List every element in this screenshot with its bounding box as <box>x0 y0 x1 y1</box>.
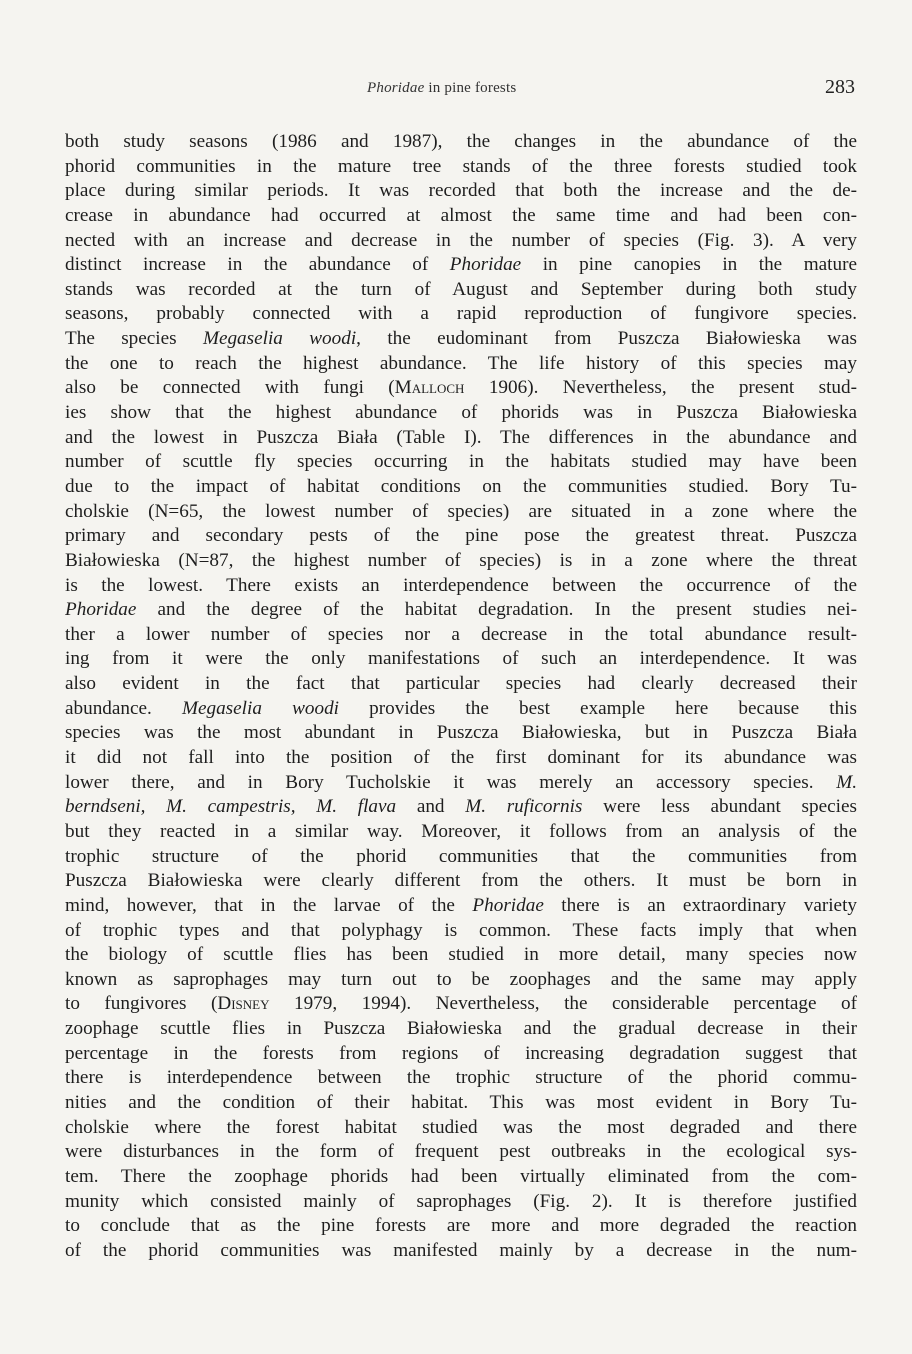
text-run: phorid communities in the mature tree stands of the three forests studied took <box>65 155 857 177</box>
text-line <box>65 1165 857 1190</box>
text-run: nities and the condition of their habitat. This was most evident in Bory Tu- <box>65 1091 857 1113</box>
text-run: ther a lower number of species nor a decrease in the total abundance result- <box>65 623 857 645</box>
text-run: in pine canopies in the mature <box>521 254 857 276</box>
text-run: were disturbances in the form of frequent pest outbreaks in the ecological sys- <box>65 1141 857 1163</box>
text-line <box>65 820 857 845</box>
running-title <box>367 80 516 97</box>
text-run: ing from it were the only manifestations of such an interdependence. It was <box>65 648 857 670</box>
italic-run: Phoridae <box>65 599 137 621</box>
text-run: cholskie (N=65, the lowest number of species) are situated in a zone where the <box>65 500 857 522</box>
text-line <box>65 204 857 229</box>
text-line <box>65 968 857 993</box>
text-run: Puszcza Białowieska were clearly different from the others. It must be born in <box>65 870 857 892</box>
author-citation: Malloch <box>394 377 465 399</box>
running-header <box>0 76 912 104</box>
text-run: of the phorid communities was manifested mainly by a decrease in the num- <box>65 1239 857 1261</box>
text-line <box>65 721 857 746</box>
text-run: nected with an increase and decrease in the number of species (Fig. 3). A very <box>65 229 857 251</box>
text-line <box>65 253 857 278</box>
text-run: known as saprophages may turn out to be zoophages and the same may apply <box>65 968 857 990</box>
text-line <box>65 352 857 377</box>
italic-run: Phoridae <box>472 894 544 916</box>
text-line <box>65 869 857 894</box>
text-line <box>65 1017 857 1042</box>
text-run: primary and secondary pests of the pine pose the greatest threat. Puszcza <box>65 525 857 547</box>
text-line <box>65 574 857 599</box>
text-run: there is interdependence between the trophic structure of the phorid commu- <box>65 1067 857 1089</box>
text-line <box>65 1190 857 1215</box>
italic-run: Megaselia woodi <box>202 328 357 350</box>
text-line <box>65 1116 857 1141</box>
body-paragraph <box>65 130 857 1263</box>
text-line <box>65 549 857 574</box>
text-line <box>65 992 857 1017</box>
text-line <box>65 795 857 820</box>
text-line <box>65 894 857 919</box>
text-run: number of scuttle fly species occurring in the habitats studied may have been <box>65 451 857 473</box>
text-line <box>65 1239 857 1264</box>
text-line <box>65 278 857 303</box>
text-run: both study seasons (1986 and 1987), the changes in the abundance of the <box>65 131 857 152</box>
text-line <box>65 1091 857 1116</box>
text-run: stands was recorded at the turn of August and September during both study <box>65 278 857 300</box>
text-run: Białowieska (N=87, the highest number of species) is in a zone where the threat <box>65 549 857 571</box>
text-line <box>65 623 857 648</box>
text-run: ies show that the highest abundance of phorids was in Puszcza Białowieska <box>65 402 857 424</box>
text-line <box>65 845 857 870</box>
text-run: to conclude that as the pine forests are more and more degraded the reaction <box>65 1215 857 1237</box>
text-line <box>65 302 857 327</box>
italic-run: berndseni, M. campestris, M. flava <box>65 796 397 818</box>
text-line <box>65 130 857 155</box>
text-line <box>65 647 857 672</box>
text-run: cholskie where the forest habitat studied was the most degraded and there <box>65 1116 857 1138</box>
text-run: there is an extraordinary variety <box>543 894 857 916</box>
text-run: tem. There the zoophage phorids had been virtually eliminated from the com- <box>65 1165 857 1187</box>
text-line <box>65 401 857 426</box>
text-line <box>65 1140 857 1165</box>
text-run: mind, however, that in the larvae of the <box>65 894 473 916</box>
text-run: it did not fall into the position of the first dominant for its abundance was <box>65 747 857 769</box>
text-run: abundance. <box>65 697 182 719</box>
text-line <box>65 155 857 180</box>
text-run: and <box>396 796 466 818</box>
text-run: The species <box>65 328 203 350</box>
italic-run: M. <box>836 771 857 793</box>
italic-run: Phoridae <box>449 254 522 276</box>
text-line <box>65 771 857 796</box>
italic-run: M. ruficornis <box>465 796 583 818</box>
text-run: 1979, 1994). Nevertheless, the considerable percentage of <box>269 993 857 1015</box>
text-line <box>65 376 857 401</box>
text-line <box>65 1042 857 1067</box>
text-line <box>65 500 857 525</box>
text-line <box>65 746 857 771</box>
page-number: 283 <box>825 76 855 98</box>
text-run: and the lowest in Puszcza Biała (Table I). The differences in the abundance and <box>65 426 857 448</box>
text-run: is the lowest. There exists an interdependence between the occurrence of the <box>65 574 857 596</box>
text-run: due to the impact of habitat conditions on the communities studied. Bory Tu- <box>65 475 857 497</box>
text-run: and the degree of the habitat degradation. In the present studies nei- <box>136 599 857 621</box>
text-run: seasons, probably connected with a rapid reproduction of fungivore species. <box>65 303 857 325</box>
text-line <box>65 475 857 500</box>
text-run: zoophage scuttle flies in Puszcza Białowieska and the gradual decrease in their <box>65 1018 857 1040</box>
text-line <box>65 327 857 352</box>
text-run: crease in abundance had occurred at almost the same time and had been con- <box>65 204 857 226</box>
text-run: to fungivores ( <box>65 993 218 1015</box>
text-run: trophic structure of the phorid communities that the communities from <box>65 845 857 867</box>
text-run: species was the most abundant in Puszcza Białowieska, but in Puszcza Biała <box>65 722 857 744</box>
text-run: the biology of scuttle flies has been studied in more detail, many species now <box>65 944 857 966</box>
text-run: but they reacted in a similar way. Moreover, it follows from an analysis of the <box>65 820 857 842</box>
author-citation: Disney <box>217 993 270 1015</box>
text-run: percentage in the forests from regions of increasing degradation suggest that <box>65 1042 857 1064</box>
text-run: provides the best example here because this <box>339 697 857 719</box>
text-line <box>65 598 857 623</box>
italic-run: Megaselia woodi <box>182 697 339 719</box>
text-run: lower there, and in Bory Tucholskie it was merely an accessory species. <box>65 771 837 793</box>
running-title-taxon: Phoridae <box>367 80 425 96</box>
text-run: , the eudominant from Puszcza Białowieska was <box>356 328 857 350</box>
text-run: munity which consisted mainly of saprophages (Fig. 2). It is therefore justified <box>65 1190 857 1212</box>
text-run: distinct increase in the abundance of <box>65 254 450 276</box>
text-run: place during similar periods. It was recorded that both the increase and the de- <box>65 180 857 202</box>
text-run: were less abundant species <box>582 796 857 818</box>
text-line <box>65 1214 857 1239</box>
text-run: 1906). Nevertheless, the present stud- <box>464 377 857 399</box>
text-run: also evident in the fact that particular species had clearly decreased their <box>65 673 857 695</box>
running-title-rest: in pine forests <box>424 80 517 96</box>
text-run: the one to reach the highest abundance. The life history of this species may <box>65 352 857 374</box>
text-line <box>65 450 857 475</box>
text-line <box>65 697 857 722</box>
text-line <box>65 943 857 968</box>
text-line <box>65 919 857 944</box>
text-run: also be connected with fungi ( <box>65 377 395 399</box>
text-line <box>65 1066 857 1091</box>
text-run: of trophic types and that polyphagy is common. These facts imply that when <box>65 919 857 941</box>
text-line <box>65 179 857 204</box>
text-line <box>65 524 857 549</box>
text-line <box>65 229 857 254</box>
text-line <box>65 672 857 697</box>
text-line <box>65 426 857 451</box>
